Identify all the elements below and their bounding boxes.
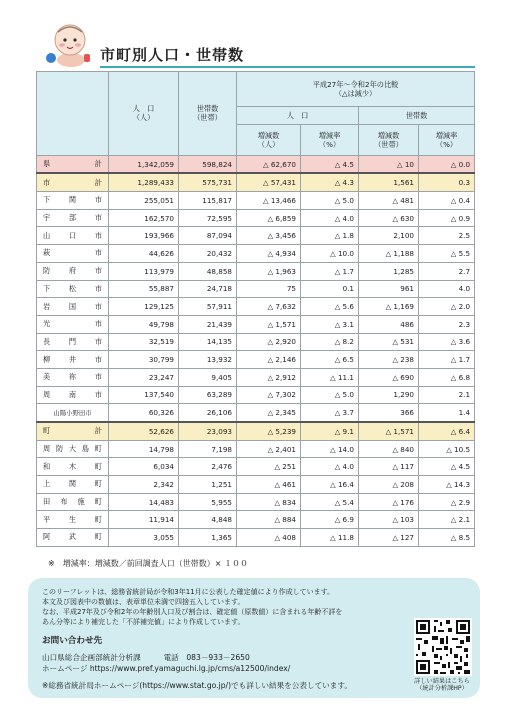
stat-bureau-note: ※総務省統計局ホームページ(https://www.stat.go.jp/)でも詳しい結果を公表しています。 — [42, 681, 352, 690]
population-change-cell: △ 2,912 — [237, 368, 301, 386]
row-subtotal — [37, 422, 475, 440]
header-pop-change: 増減数 （人） — [237, 124, 301, 155]
population-change-cell: △ 461 — [237, 476, 301, 494]
header-pop-rate: 増減率 （%） — [301, 124, 359, 155]
population-rate-cell: △ 11.1 — [301, 368, 359, 386]
table-row — [37, 192, 475, 210]
row-name: 山口市 — [37, 227, 109, 245]
households-rate-cell: △ 14.3 — [419, 476, 475, 494]
households-change-cell: △ 840 — [359, 440, 419, 458]
households-rate-cell: △ 2.9 — [419, 493, 475, 511]
households-change-cell: 366 — [359, 404, 419, 422]
header-group-population: 人 口 — [237, 107, 359, 125]
population-table — [36, 71, 475, 547]
households-cell: 87,094 — [179, 227, 237, 245]
population-cell: 1,342,059 — [109, 155, 179, 173]
households-rate-cell: △ 1.7 — [419, 351, 475, 369]
population-change-cell: △ 2,401 — [237, 440, 301, 458]
table-row — [37, 529, 475, 547]
households-change-cell: 1,285 — [359, 262, 419, 280]
header-comparison: 平成27年～令和2年の比較 （△は減少） — [237, 72, 475, 107]
households-change-cell: △ 103 — [359, 511, 419, 529]
households-change-cell: △ 1,188 — [359, 245, 419, 263]
row-name: 萩市 — [37, 245, 109, 263]
population-change-cell: △ 2,920 — [237, 333, 301, 351]
population-cell: 32,519 — [109, 333, 179, 351]
population-rate-cell: △ 1.7 — [301, 262, 359, 280]
households-cell: 598,824 — [179, 155, 237, 173]
households-cell: 2,476 — [179, 458, 237, 476]
population-change-cell: △ 2,345 — [237, 404, 301, 422]
households-rate-cell: 2.7 — [419, 262, 475, 280]
population-change-cell: △ 884 — [237, 511, 301, 529]
population-change-cell: △ 1,571 — [237, 315, 301, 333]
row-name: 和木町 — [37, 458, 109, 476]
table-row — [37, 227, 475, 245]
households-change-cell: △ 117 — [359, 458, 419, 476]
row-name: 阿武町 — [37, 529, 109, 547]
rate-footnote: ※ 増減率：増減数／前回調査人口（世帯数）× １００ — [48, 559, 248, 568]
households-cell: 48,858 — [179, 262, 237, 280]
population-change-cell: △ 13,466 — [237, 192, 301, 210]
row-name: 上関町 — [37, 476, 109, 494]
households-cell: 5,955 — [179, 493, 237, 511]
households-change-cell: △ 531 — [359, 333, 419, 351]
households-change-cell: 1,290 — [359, 386, 419, 404]
table-row — [37, 280, 475, 298]
table-row — [37, 386, 475, 404]
table-row — [37, 476, 475, 494]
households-change-cell: △ 1,571 — [359, 422, 419, 440]
population-change-cell: 75 — [237, 280, 301, 298]
row-name: 岩国市 — [37, 298, 109, 316]
households-cell: 24,718 — [179, 280, 237, 298]
households-cell: 26,106 — [179, 404, 237, 422]
households-cell: 7,198 — [179, 440, 237, 458]
population-cell: 30,799 — [109, 351, 179, 369]
households-cell: 63,289 — [179, 386, 237, 404]
households-rate-cell: 2.3 — [419, 315, 475, 333]
row-name: 平生町 — [37, 511, 109, 529]
households-rate-cell: △ 0.9 — [419, 209, 475, 227]
population-rate-cell: △ 3.7 — [301, 404, 359, 422]
population-change-cell: △ 3,456 — [237, 227, 301, 245]
table-row — [37, 333, 475, 351]
households-rate-cell: △ 6.4 — [419, 422, 475, 440]
header-blank — [37, 72, 109, 156]
population-change-cell: △ 251 — [237, 458, 301, 476]
table-row — [37, 315, 475, 333]
population-rate-cell: △ 5.0 — [301, 386, 359, 404]
population-change-cell: △ 6,859 — [237, 209, 301, 227]
population-cell: 60,326 — [109, 404, 179, 422]
row-name: 下関市 — [37, 192, 109, 210]
households-rate-cell: 0.3 — [419, 173, 475, 191]
households-rate-cell: 4.0 — [419, 280, 475, 298]
table-row — [37, 209, 475, 227]
table-row — [37, 493, 475, 511]
population-cell: 6,034 — [109, 458, 179, 476]
row-name: 山陽小野田市 — [37, 404, 109, 422]
households-cell: 72,595 — [179, 209, 237, 227]
population-cell: 162,570 — [109, 209, 179, 227]
contact-tel: 電話 083－933－2650 — [163, 653, 250, 662]
households-change-cell: 1,561 — [359, 173, 419, 191]
households-cell: 14,135 — [179, 333, 237, 351]
header-households: 世帯数 （世帯） — [179, 72, 237, 156]
households-cell: 13,932 — [179, 351, 237, 369]
row-name: 長門市 — [37, 333, 109, 351]
households-cell: 20,432 — [179, 245, 237, 263]
population-change-cell: △ 5,239 — [237, 422, 301, 440]
population-cell: 52,626 — [109, 422, 179, 440]
population-rate-cell: 0.1 — [301, 280, 359, 298]
population-rate-cell: △ 16.4 — [301, 476, 359, 494]
population-rate-cell: △ 3.1 — [301, 315, 359, 333]
table-row — [37, 458, 475, 476]
table-row — [37, 368, 475, 386]
households-change-cell: △ 238 — [359, 351, 419, 369]
qr-caption: 詳しい結果はこちら （統計分析課HP） — [414, 678, 470, 693]
population-change-cell: △ 4,934 — [237, 245, 301, 263]
households-cell: 1,251 — [179, 476, 237, 494]
row-name: 光市 — [37, 315, 109, 333]
households-cell: 4,848 — [179, 511, 237, 529]
households-change-cell: △ 1,169 — [359, 298, 419, 316]
baby-mascot-icon — [44, 20, 94, 68]
table-row — [37, 298, 475, 316]
row-name: 周防大島町 — [37, 440, 109, 458]
title-underline — [100, 66, 475, 68]
table-row — [37, 404, 475, 422]
row-name: 町 計 — [37, 422, 109, 440]
population-rate-cell: △ 4.0 — [301, 458, 359, 476]
info-paragraph-2: 本文及び図表中の数値は、表章単位未満で四捨五入しています。 — [42, 598, 245, 606]
population-rate-cell: △ 5.4 — [301, 493, 359, 511]
population-cell: 44,626 — [109, 245, 179, 263]
population-change-cell: △ 2,146 — [237, 351, 301, 369]
population-change-cell: △ 834 — [237, 493, 301, 511]
population-cell: 137,540 — [109, 386, 179, 404]
header-hh-change: 増減数 （世帯） — [359, 124, 419, 155]
households-change-cell: △ 10 — [359, 155, 419, 173]
population-cell: 129,125 — [109, 298, 179, 316]
population-rate-cell: △ 1.8 — [301, 227, 359, 245]
population-change-cell: △ 1,963 — [237, 262, 301, 280]
population-cell: 1,289,433 — [109, 173, 179, 191]
population-cell: 14,483 — [109, 493, 179, 511]
info-paragraph-4: あん分等により補完した「不詳補完値」により作成しています。 — [42, 618, 245, 626]
households-rate-cell: △ 10.5 — [419, 440, 475, 458]
info-paragraph-1: このリーフレットは、総務省統計局が令和3年11月に公表した確定値により作成しています。 — [42, 588, 335, 596]
population-cell: 193,966 — [109, 227, 179, 245]
households-change-cell: △ 127 — [359, 529, 419, 547]
row-name: 周南市 — [37, 386, 109, 404]
population-rate-cell: △ 14.0 — [301, 440, 359, 458]
row-name: 市 計 — [37, 173, 109, 191]
contact-web-link[interactable]: ホームページ https://www.pref.yamaguchi.lg.jp/cms/a12500/index/ — [42, 664, 291, 673]
header-population: 人 口 （人） — [109, 72, 179, 156]
households-change-cell: △ 630 — [359, 209, 419, 227]
population-cell: 2,342 — [109, 476, 179, 494]
population-rate-cell: △ 9.1 — [301, 422, 359, 440]
population-rate-cell: △ 4.0 — [301, 209, 359, 227]
population-cell: 255,051 — [109, 192, 179, 210]
population-rate-cell: △ 4.5 — [301, 155, 359, 173]
table-row — [37, 511, 475, 529]
population-cell: 113,979 — [109, 262, 179, 280]
population-rate-cell: △ 4.3 — [301, 173, 359, 191]
header-hh-rate: 増減率 （%） — [419, 124, 475, 155]
households-rate-cell: 2.5 — [419, 227, 475, 245]
households-rate-cell: △ 5.5 — [419, 245, 475, 263]
households-cell: 1,365 — [179, 529, 237, 547]
households-rate-cell: △ 6.8 — [419, 368, 475, 386]
header-group-households: 世帯数 — [359, 107, 475, 125]
households-cell: 23,093 — [179, 422, 237, 440]
population-rate-cell: △ 10.0 — [301, 245, 359, 263]
contact-heading: お問い合わせ先 — [42, 636, 103, 646]
households-change-cell: △ 176 — [359, 493, 419, 511]
households-change-cell: 486 — [359, 315, 419, 333]
population-cell: 49,798 — [109, 315, 179, 333]
row-name: 県 計 — [37, 155, 109, 173]
page-title: 市町別人口・世帯数 — [100, 46, 245, 64]
households-cell: 115,817 — [179, 192, 237, 210]
row-name: 柳井市 — [37, 351, 109, 369]
households-rate-cell: △ 8.5 — [419, 529, 475, 547]
households-rate-cell: 2.1 — [419, 386, 475, 404]
info-box — [28, 578, 480, 698]
table-row — [37, 245, 475, 263]
population-rate-cell: △ 5.6 — [301, 298, 359, 316]
households-cell: 575,731 — [179, 173, 237, 191]
households-rate-cell: △ 0.0 — [419, 155, 475, 173]
households-change-cell: 2,100 — [359, 227, 419, 245]
table-row — [37, 262, 475, 280]
households-cell: 21,439 — [179, 315, 237, 333]
population-rate-cell: △ 8.2 — [301, 333, 359, 351]
row-name: 美祢市 — [37, 368, 109, 386]
households-cell: 9,405 — [179, 368, 237, 386]
households-rate-cell: △ 2.0 — [419, 298, 475, 316]
households-rate-cell: △ 4.5 — [419, 458, 475, 476]
table-row — [37, 440, 475, 458]
row-name: 下松市 — [37, 280, 109, 298]
row-prefecture-total — [37, 155, 475, 173]
info-paragraph-3: なお、平成27年及び令和2年の年齢別人口及び割合は、確定値（原数値）に含まれる年齢不詳を — [42, 608, 343, 616]
table-row — [37, 351, 475, 369]
households-rate-cell: △ 2.1 — [419, 511, 475, 529]
population-cell: 55,887 — [109, 280, 179, 298]
households-change-cell: 961 — [359, 280, 419, 298]
population-change-cell: △ 57,431 — [237, 173, 301, 191]
row-name: 宇部市 — [37, 209, 109, 227]
contact-org: 山口県総合企画部統計分析課 — [42, 653, 141, 662]
households-rate-cell: △ 3.6 — [419, 333, 475, 351]
households-change-cell: △ 208 — [359, 476, 419, 494]
population-cell: 23,247 — [109, 368, 179, 386]
qr-code-icon[interactable] — [414, 618, 472, 676]
households-change-cell: △ 481 — [359, 192, 419, 210]
households-rate-cell: 1.4 — [419, 404, 475, 422]
contact-line — [42, 652, 250, 663]
population-change-cell: △ 408 — [237, 529, 301, 547]
row-name: 田布施町 — [37, 493, 109, 511]
population-change-cell: △ 62,670 — [237, 155, 301, 173]
population-rate-cell: △ 11.8 — [301, 529, 359, 547]
population-cell: 11,914 — [109, 511, 179, 529]
population-rate-cell: △ 6.9 — [301, 511, 359, 529]
population-cell: 3,055 — [109, 529, 179, 547]
population-change-cell: △ 7,302 — [237, 386, 301, 404]
population-rate-cell: △ 5.0 — [301, 192, 359, 210]
population-change-cell: △ 7,632 — [237, 298, 301, 316]
population-rate-cell: △ 6.5 — [301, 351, 359, 369]
households-rate-cell: △ 0.4 — [419, 192, 475, 210]
population-cell: 14,798 — [109, 440, 179, 458]
row-name: 防府市 — [37, 262, 109, 280]
row-subtotal — [37, 173, 475, 191]
households-cell: 57,911 — [179, 298, 237, 316]
households-change-cell: △ 690 — [359, 368, 419, 386]
